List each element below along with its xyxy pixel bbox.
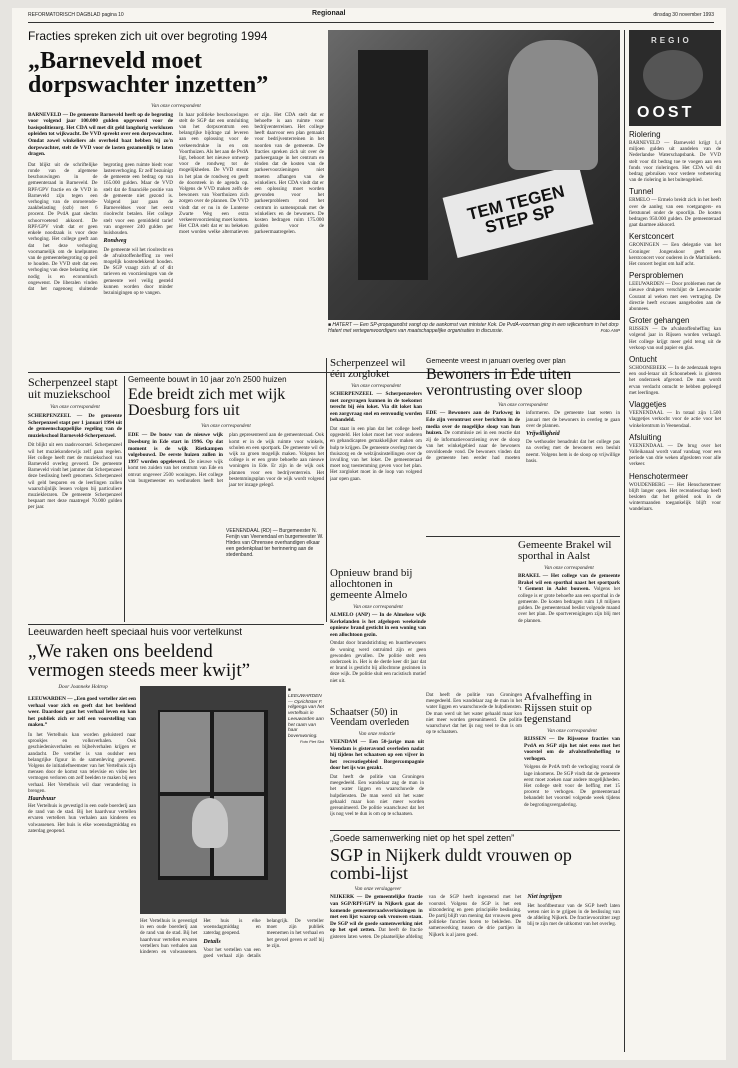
newspaper-page <box>12 8 726 1060</box>
article-almelo: Opnieuw brand bij allochtonen in gemeente Almelo Van onze correspondent ALMELO (ANP) — In de Almelose wijk Kerkelanden is het afgelopen weekeinde opnieuw brand gesticht in een woning van een allochtoon gezin. Omdat door brandstichting en buurtbewoners de woning werd ontruimd zijn er geen gewonden gevallen. De politie stelt een onderzoek in. Het is de derde keer dit jaar dat er brand is gesticht bij allochtone gezinnen in deze wijk. De politie sluit een racistisch motief niet uit. <box>330 568 426 684</box>
article-schaatser: Schaatser (50) in Veendam overleden Van onze redactie VEENDAM — Een 50-jarige man uit Veendam is gisteravond overleden nadat hij tijdens het schaatsen op een vijver in het recreatiegebied Borgercompagnie door het ijs was gezakt. Dat heeft de politie van Groningen meegedeeld. Een wandelaar zag de man in het water liggen en waarschuwde de hulpdiensten. De man werd uit het water gehaald maar kon niet meer worden gereanimeerd. De politie waarschuwt dat het ijs nog veel te dun is om op te schaatsen. <box>330 708 424 818</box>
sidebar-brief <box>629 130 721 183</box>
photo-vertelhuis <box>140 686 286 914</box>
article-muziekschool: Scherpenzeel stapt uit muziekschool Van onze correspondent SCHERPENZEEL — De gemeente Scherpenzeel stapt per 1 januari 1994 uit de gemeenschappelijke regeling van de muziekschool Barneveld-Scherpenzeel. Dit blijkt uit een raadsvoorstel. Scherpenzeel wil het muziekonderwijs zelf gaan regelen. Het college heeft met de muziekschool van Barneveld overleg gevoerd. De gemeente Barneveld vindt het jammer dat Scherpenzeel deze beslissing heeft genomen. Scherpenzeel wil geld besparen en de leerlingen zullen waarschijnlijk lessen volgen bij particuliere muziekleraren. De gemeente Scherpenzeel bespaart met deze maatregel 70.000 gulden per jaar. <box>28 376 122 511</box>
sidebar-brief-text: WOUDENBERG — Het Henschotermeer blijft langer open. Het recreatieschap heeft besloten dat het gebied ook in de wintermaanden toegankelijk blijft voor wandelaars. <box>629 481 721 513</box>
photo-caption: ■ HATERT — Een SP-propagandist vangt op de aankomst van minister Kok. De PvdA-voorman ging in een wijkcentrum in het dorp Hatert met vertegenwoordigers van maatschappelijke organisaties in discussie. Foto ANP <box>328 322 620 334</box>
sidebar-brief <box>629 433 721 468</box>
sidebar-brief <box>629 355 721 396</box>
regio-logo: REGIO OOST <box>629 30 721 126</box>
article-ede-doesburg: Gemeente bouwt in 10 jaar zo'n 2500 huizen Ede breidt zich met wijk Doesburg fors uit Van onze correspondent EDE — De bouw van de nieuwe wijk Doesburg in Ede start in 1996. Op dat moment is de wijk Rietkampen volgebouwd. De eerste huizen zullen in 1997 worden opgeleverd. De nieuwe wijk komt ten zuiden van het centrum van Ede en omvat ongeveer 2500 woningen. Het college van burgemeester en wethouders heeft het plan gepresenteerd aan de gemeenteraad. Ook komt er in de wijk ruimte voor winkels, scholen en een sportpark. De gemeente wil de wijk zo groen mogelijk maken. Volgens het college is er een grote behoefte aan nieuwe woningen in Ede. Er zijn in de wijk ook plannen voor een bedrijventerrein. Het bestemmingsplan voor de wijk wordt volgend jaar ter inzage gelegd. <box>128 376 324 489</box>
article-sloop: Gemeente vreest in januari overleg over plan Bewoners in Ede uiten verontrusting over sloop Van onze correspondent EDE — Bewoners aan de Parkweg in Ede zijn verontrust over berichten in de media over de mogelijke sloop van hun huizen. De commissie zei in een reactie dat zij de informatievoorziening over de sloop van het winkelgebied naar de bewoners onvoldoende vond. De bewoners vinden dat de gemeente hen eerder had moeten informeren. De gemeente laat weten in januari met de bewoners in overleg te gaan over de plannen. Vrijwilligheid De wethouder benadrukt dat het college pas na overleg met de bewoners een besluit neemt. Volgens hem is de sloop op vrijwillige basis. <box>426 358 620 464</box>
header-rule <box>28 22 714 23</box>
article-headline: Afvalheffing in Rijssen stuit op tegenstand <box>524 692 592 725</box>
caption-bullet-icon: ■ <box>328 322 333 328</box>
article-barneveld <box>28 30 324 368</box>
article-headline: Schaatser (50) in Veendam overleden <box>330 708 410 728</box>
photo-protest <box>328 30 620 320</box>
article-headline: Opnieuw brand bij allochtonen in gemeente Almelo <box>330 568 413 601</box>
sidebar-brief-text: VEENENDAAL — De brug over het Valleikanaal wordt vanaf vandaag voor een periode van drie weken afgesloten voor alle verkeer. <box>629 442 721 468</box>
vertelhuis-body-bottom: Het Vertelhuis is gevestigd in een oude boerderij aan de rand van de stad. Bij het haardvuur vertellen ervaren vertellers hun verhalen aan kinderen en volwassenen. Het huis is elke woensdagmiddag en zaterdag geopend. Details Voor het vertellen van een goed verhaal zijn details belangrijk. De verteller moet zijn publiek meenemen in het verhaal en het gevoel geven er zelf bij te zijn. <box>140 918 324 960</box>
vertelhuis-body: LEEUWARDEN — „Een goed verteller ziet een verhaal voor zich en geeft dat het beeldend weer. Daardoor gaat het verhaal leven en kan het publiek zich er zelf een voorstelling van maken.” In het Vertelhuis kan worden geluisterd naar sprookjes en volksverhalen. Ook geschiedenisverhalen en bijbelverhalen krijgen er aandacht. De verteller is van oudsher een belangrijke figuur in de samenleving geweest. Volgens de initiatiefneemster van het Vertelhuis zijn mensen door de komst van televisie en video het vermogen verloren om zelf beelden te maken bij een verhaal. Het Vertelhuis wil daar verandering in brengen. Haardvuur Het Vertelhuis is gevestigd in een oude boerderij aan de rand van de stad. Bij het haardvuur vertellen ervaren vertellers hun verhalen aan kinderen en volwassenen. Het huis is elke woensdagmiddag en zaterdag geopend. <box>28 696 136 834</box>
sidebar-items <box>629 130 721 513</box>
sidebar-brief-title: Riolering <box>629 130 661 139</box>
sidebar-brief-title: Persproblemen <box>629 271 684 281</box>
sidebar-regio <box>624 30 721 1052</box>
article-headline: Scherpenzeel stapt uit muziekschool <box>28 376 118 401</box>
sidebar-brief-title: Afsluiting <box>629 432 662 442</box>
sidebar-brief <box>629 472 721 513</box>
sidebar-brief <box>629 232 721 267</box>
region-map-icon <box>643 50 703 100</box>
article-subhead: Rondweg <box>103 238 127 245</box>
sidebar-brief <box>629 316 721 351</box>
article-body-right: In haar politieke beschouwingen stelt de SGP dat een ontsluiting van het dorpscentrum een belangrijke bijdrage zal leveren aan een oplossing voor de verkeersdrukte in en om Voorthuizen. Als het aan de PvdA ligt, behoort het nieuwe ontwerp voor de rondweg tot de mogelijkheden. De VVD steunt in het plan de rondweg en geeft de doorsteek in de agenda op. Volgens de VVD maken zelfs de bewoners van Voorthuizen zich zorgen over de plannen. De VVD vindt dat er nu in de Lunterse Zwarte Weg een extra verkeersvoorziening moet komen. Het CDA stelt dat er nu bekeken moet worden welke alternatieven er zijn. Het CDA stelt dat er behoefte is aan ruimte voor bedrijventerreinen. Het college heeft daarvoor een plan gemaakt voor bedrijventerreinen in het noorden van de gemeente. De fracties spreken zich uit over de parkeergarage in het centrum en vinden dat de kosten van de parkeervoorzieningen niet moeten afhangen van de winkeliers. Het CDA vindt dat er een oplossing moet worden gevonden voor het parkeerprobleem rond het centrum in samenspraak met de winkeliers en de bewoners. De kosten bedragen ruim 175.000 gulden voor de parkeermaatregelen. <box>179 111 324 236</box>
sidebar-brief-text: LEEUWARDEN — Door problemen met de nieuwe drukpers verschijnt de Leeuwarder Courant al weken met een vertraging. De directie heeft excuses aangeboden aan de abonnees. <box>629 281 721 313</box>
article-headline: SGP in Nijkerk duldt vrouwen op combi-lijst <box>330 845 572 884</box>
header-section: Regionaal <box>312 10 346 17</box>
sidebar-brief-text: ERMELO — Ermelo breidt zich in het heeft over de aanleg van een voetgangers- en fietstunnel onder de spoorlijn. De kosten bedragen 950.000 gulden. De gemeenteraad gaat daarmee akkoord. <box>629 197 721 229</box>
article-vertelhuis: Leeuwarden heeft speciaal huis voor vertelkunst „We raken ons beeldend vermogen steeds meer kwijt” Door Joanneke Holtrop <box>28 628 324 1052</box>
header-left: REFORMATORISCH DAGBLAD pagina 10 <box>28 12 124 18</box>
sidebar-brief <box>629 400 721 429</box>
sidebar-brief-title: Kerstconcert <box>629 232 674 242</box>
protest-sign: TEM TEGEN STEP SP <box>443 164 594 258</box>
sidebar-brief-text: VEENENDAAL — In totaal zijn 1.500 vlaggetjes verkocht voor de actie voor het winkelcentrum in Veenendaal. <box>629 410 721 429</box>
sidebar-brief-text: RIJSSEN — De afvalstoffenheffing kan volgend jaar in Rijssen worden verlaagd. Het college krijgt meer geld terug uit de verkoop van oud papier en glas. <box>629 326 721 351</box>
article-zorgloket: Scherpenzeel wil één zorgloket Van onze correspondent SCHERPENZEEL — Scherpenzeelers met zorgvragen kunnen in de toekomst terecht bij één loket. Via dit loket kan een zorgvraag snel en eenvoudig worden behandeld. Dat staat in een plan dat het college heeft opgesteld. Het loket moet het voor ouderen en gehandicapten gemakkelijker maken om hulp te krijgen. De gemeente overlegt met de thuiszorg en de welzijnsinstellingen over de invulling van het loket. De gemeenteraad moet nog toestemming geven voor het plan. Het zorgloket moet in de loop van volgend jaar open gaan. <box>330 358 422 482</box>
sidebar-brief-title: Ontucht <box>629 355 658 365</box>
article-brakel: Gemeente Brakel wil sporthal in Aalst Van onze correspondent BRAKEL — Het college van de gemeente Brakel wil een sporthal naast het sportpark 't Gement in Aalst bouwen. Volgens het college is er grote behoefte aan een sporthal in de gemeente. De kosten bedragen ruim 1,8 miljoen gulden. De gemeenteraad beslist volgende maand over het plan. De sportverenigingen zijn blij met de plannen. <box>426 540 620 690</box>
article-rijssen-left: Dat heeft de politie van Groningen meegedeeld. Een wandelaar zag de man in het water liggen en waarschuwde de hulpdiensten. De man werd uit het water gehaald maar kon niet meer worden gereanimeerd. De politie waarschuwt dat het ijs nog veel te dun is om op te schaatsen. <box>426 692 522 736</box>
vertelhuis-caption: ■ LEEUWARDEN — Oprichtster F. Hilgenga van het vertelhuis in Leeuwarden aan het raam van haar bovenwoning. Foto Piet Slot <box>288 688 324 744</box>
sidebar-brief-title: Tunnel <box>629 187 654 197</box>
article-headline: Gemeente Brakel wil sporthal in Aalst <box>518 540 612 562</box>
article-sgp-nijkerk: „Goede samenwerking niet op het spel zetten” SGP in Nijkerk duldt vrouwen op combi-lijst Van onze verslaggever NIJKERK — De gemeentelijke fractie van SGP/RPF/GPV in Nijkerk gaat de komende gemeenteraadsverkiezingen in met een lijst waarop ook vrouwen staan. De SGP wil de goede samenwerking niet op het spel zetten. Dat heeft de fractie gisteren laten weten. De plaatselijke afdeling van de SGP heeft ingestemd met het voorstel. Volgens de SGP is het een uitzondering en geen principiële beslissing. De partij blijft van mening dat vrouwen geen politieke functies horen te bekleden. De samenwerking tussen de drie partijen in Nijkerk is al jaren goed. Niet ingrijpen Het hoofdbestuur van de SGP heeft laten weten niet in te grijpen in de beslissing van de afdeling Nijkerk. De fractievoorzitter zegt blij te zijn met de uitkomst van het overleg. <box>330 834 620 941</box>
article-body: Dat blijkt uit de schriftelijke ronde van de algemene beschouwingen in de gemeenteraad in Barneveld. De RPF/GPV fractie en de VVD in Barneveld zijn tegen een verhoging van de onroerende-zaakbelasting (ozb) met 6 procent. De PvdA gaat slechts schoorvoetend akkoord. De RPF/GPV vindt dat er geen enkele noodzaak is voor deze verhoging. Het college geeft aan dat het deze verhoging voornamelijk om de knelpunten van de gemeentebegroting op peil te houden. De VVD stelt dat een verhoging van deze belasting niet nodig is en economisch ongewenst. De liberalen vinden dat het nagenoeg sluitende begroting geen ruimte biedt voor lastenverhoging. Er zelf bezuinigt de gemeente een bedrag op van 165.000 gulden. Maar de VVD stelt dat de financiële positie van de gemeente niet gezond is. Volgend jaar gaan de Barneveldses voor het eerst rioolrecht betalen. Het college stelt voor een gemiddeld tarief van ongeveer 240 gulden per huishouden. Rondweg De gemeente wil het rioolrecht en de afvalstoffenheffing zo veel mogelijk kostendekkend houden. De SGP vraagt zich af of dit tarieven en voorzieningen van de gemeente wel veilig gesteld kunnen worden door minder bezuinigingen op te vangen. <box>28 161 173 297</box>
sidebar-brief-text: BARNEVELD — Barneveld krijgt 1,4 miljoen gulden uit aandelen van de Nederlandse Waterschapsbank. De VVD stelt voor dit bedrag toe te voegen aan een fonds voor rioleringen. Het CDA wil dit bedrag gebruiken voor verdere verbetering van de riolering in het buitengebied. <box>629 140 721 184</box>
article-headline: Bewoners in Ede uiten verontrusting over sloop <box>426 366 583 400</box>
article-headline: „We raken ons beeldend vermogen steeds meer kwijt” <box>28 640 251 681</box>
sidebar-brief-title: Groter gehangen <box>629 316 690 326</box>
article-rijssen: Afvalheffing in Rijssen stuit op tegenstand Van onze correspondent RIJSSEN — De Rijssense fracties van PvdA en SGP zijn het niet eens met het voorstel om de afvalstoffenheffing te verhogen. Volgens de PvdA treft de verhoging vooral de lage inkomens. De SGP vindt dat de gemeente eerst moet zoeken naar andere mogelijkheden. Het college stelt voor de heffing met 15 procent te verhogen. De gemeenteraad behandelt het voorstel volgende week tijdens de begrotingsvergadering. <box>524 692 620 808</box>
sidebar-brief-text: SCHOONEBEEK — In de zedenzaak tegen een oud-leraar uit Schoonebeek is gisteren het onderzoek afgerond. De man wordt ervan verdacht ontucht te hebben gepleegd met leerlingen. <box>629 365 721 396</box>
sidebar-brief-title: Henschotermeer <box>629 471 689 481</box>
article-headline: Ede breidt zich met wijk Doesburg fors uit <box>128 386 286 420</box>
article-byline: Van onze correspondent <box>151 102 201 109</box>
sidebar-brief-title: Vlaggetjes <box>629 400 667 410</box>
article-lede: BARNEVELD — De gemeente Barneveld heeft op de begroting voor volgend jaar 100.000 gulden opgevoerd voor de basispolitiezorg. Het CDA wil met dit geld langdurig werklozen opleiden tot wijkwacht. De VVD spreekt over een dorpswachter. Omdat zowel winkeliers als overheid baat hebben bij zo'n dorpswachter, stelt de VVD voor de lasten gezamenlijk te laten dragen. <box>28 111 173 158</box>
stedenband-caption: VEENENDAAL (RD) — Burgemeester N. Fenijn van Veenendaal en burgemeester W. Hirdes van Ohrensee overhandigen elkaar een gedenkplaat ter herinnering aan de stedenband. <box>226 528 324 558</box>
sidebar-brief <box>629 187 721 228</box>
sidebar-brief-text: GRONINGEN — Een delegatie van het Groninger Jongenskoor geeft een kerstconcert voor ouderen in de Martinikerk. Het concert begint om half acht. <box>629 242 721 268</box>
sidebar-brief <box>629 271 721 312</box>
article-kicker: Fracties spreken zich uit over begroting 1994 <box>28 30 268 43</box>
header-right: dinsdag 30 november 1993 <box>653 12 714 18</box>
article-headline: Scherpenzeel wil één zorgloket <box>330 358 406 380</box>
article-headline: „Barneveld moet dorpswachter inzetten” <box>28 47 269 98</box>
